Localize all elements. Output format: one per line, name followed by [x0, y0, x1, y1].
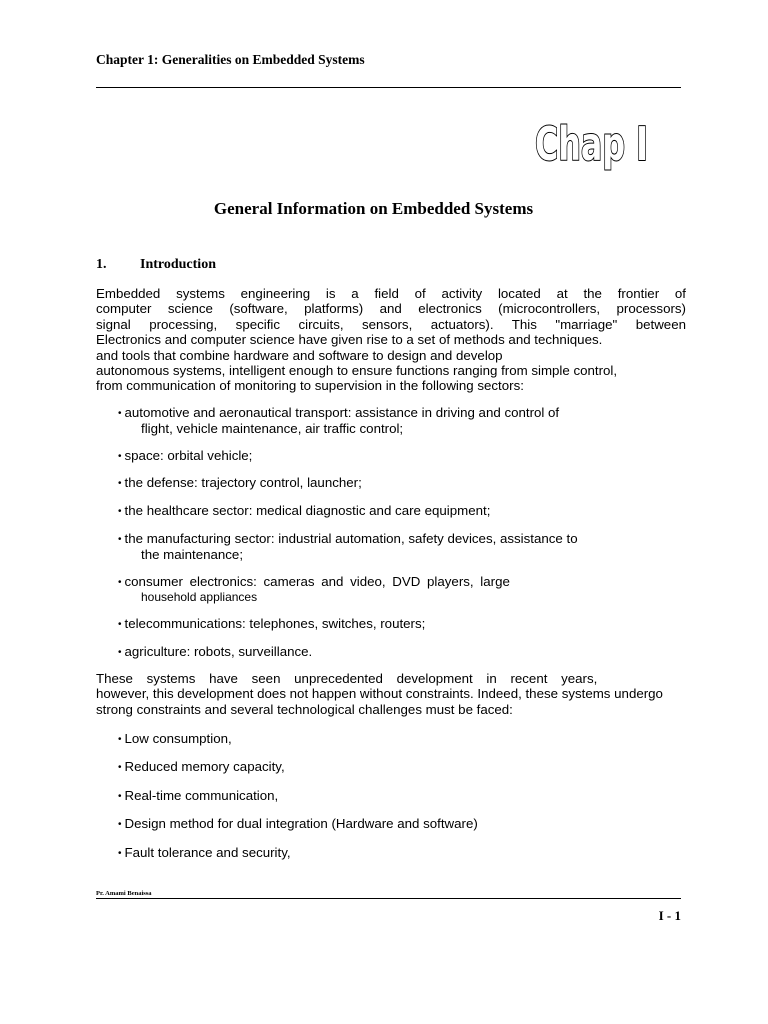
svg-text:Chap I: Chap I — [535, 117, 648, 171]
bullet-icon: • — [118, 762, 122, 773]
footer-rule — [96, 898, 681, 899]
list-item: • the defense: trajectory control, launcher; — [118, 475, 362, 490]
bullet-icon: • — [118, 819, 122, 830]
intro-line: computer science (software, platforms) and electronics (microcontrollers, processors) — [96, 301, 686, 317]
bullet-icon: • — [118, 734, 122, 745]
list-item: • telecommunications: telephones, switches, routers; — [118, 616, 426, 631]
page-number: I - 1 — [658, 908, 681, 923]
running-header: Chapter 1: Generalities on Embedded Systems — [96, 52, 365, 67]
constraints-paragraph — [96, 671, 686, 717]
section-title: Introduction — [140, 257, 216, 272]
list-item: • the manufacturing sector: industrial automation, safety devices, assistance to the maintenance; — [118, 531, 578, 563]
intro-line: autonomous systems, intelligent enough to ensure functions ranging from simple control, — [96, 363, 618, 379]
list-item: • Real-time communication, — [118, 788, 279, 803]
intro-line: from communication of monitoring to supervision in the following sectors: — [96, 378, 524, 394]
bullet-icon: • — [118, 506, 122, 517]
bullet-icon: • — [118, 534, 122, 545]
intro-line: signal processing, specific circuits, sensors, actuators). This "marriage" between — [96, 316, 686, 332]
header-rule — [96, 87, 681, 88]
constraints-line: however, this development does not happen without constraints. Indeed, these systems undergo — [96, 686, 663, 702]
bullet-icon: • — [118, 848, 122, 859]
list-item: • agriculture: robots, surveillance. — [118, 644, 313, 659]
author-name: Pr. Amami Benaissa — [96, 890, 152, 897]
bullet-icon: • — [118, 478, 122, 489]
intro-line: Embedded systems engineering is a field of activity located at the frontier of — [96, 286, 686, 301]
constraints-line: These systems have seen unprecedented development in recent years, — [96, 671, 598, 686]
intro-line: Electronics and computer science have given rise to a set of methods and techniques. — [96, 332, 603, 348]
constraints-line: strong constraints and several technological challenges must be faced: — [96, 701, 513, 717]
list-item: • automotive and aeronautical transport: assistance in driving and control of flight, vehicle maintenance, air traffic control; — [118, 405, 560, 437]
bullet-icon: • — [118, 408, 122, 419]
chapter-logo — [531, 110, 656, 172]
intro-line: and tools that combine hardware and software to design and develop — [96, 347, 503, 363]
bullet-icon: • — [118, 577, 122, 588]
bullet-icon: • — [118, 791, 122, 802]
list-item: • Fault tolerance and security, — [118, 845, 291, 860]
bullet-icon: • — [118, 619, 122, 630]
list-item: • Reduced memory capacity, — [118, 759, 285, 774]
list-item: • Design method for dual integration (Hardware and software) — [118, 816, 478, 831]
page-title: General Information on Embedded Systems — [213, 199, 534, 218]
list-item: • space: orbital vehicle; — [118, 448, 253, 463]
bullet-icon: • — [118, 451, 122, 462]
list-item: • the healthcare sector: medical diagnostic and care equipment; — [118, 503, 491, 518]
section-number: 1. — [96, 257, 107, 272]
intro-paragraph — [96, 286, 686, 394]
list-item: • consumer electronics: cameras and video, DVD players, large household appliances — [118, 574, 510, 605]
bullet-icon: • — [118, 647, 122, 658]
list-item: • Low consumption, — [118, 731, 232, 746]
